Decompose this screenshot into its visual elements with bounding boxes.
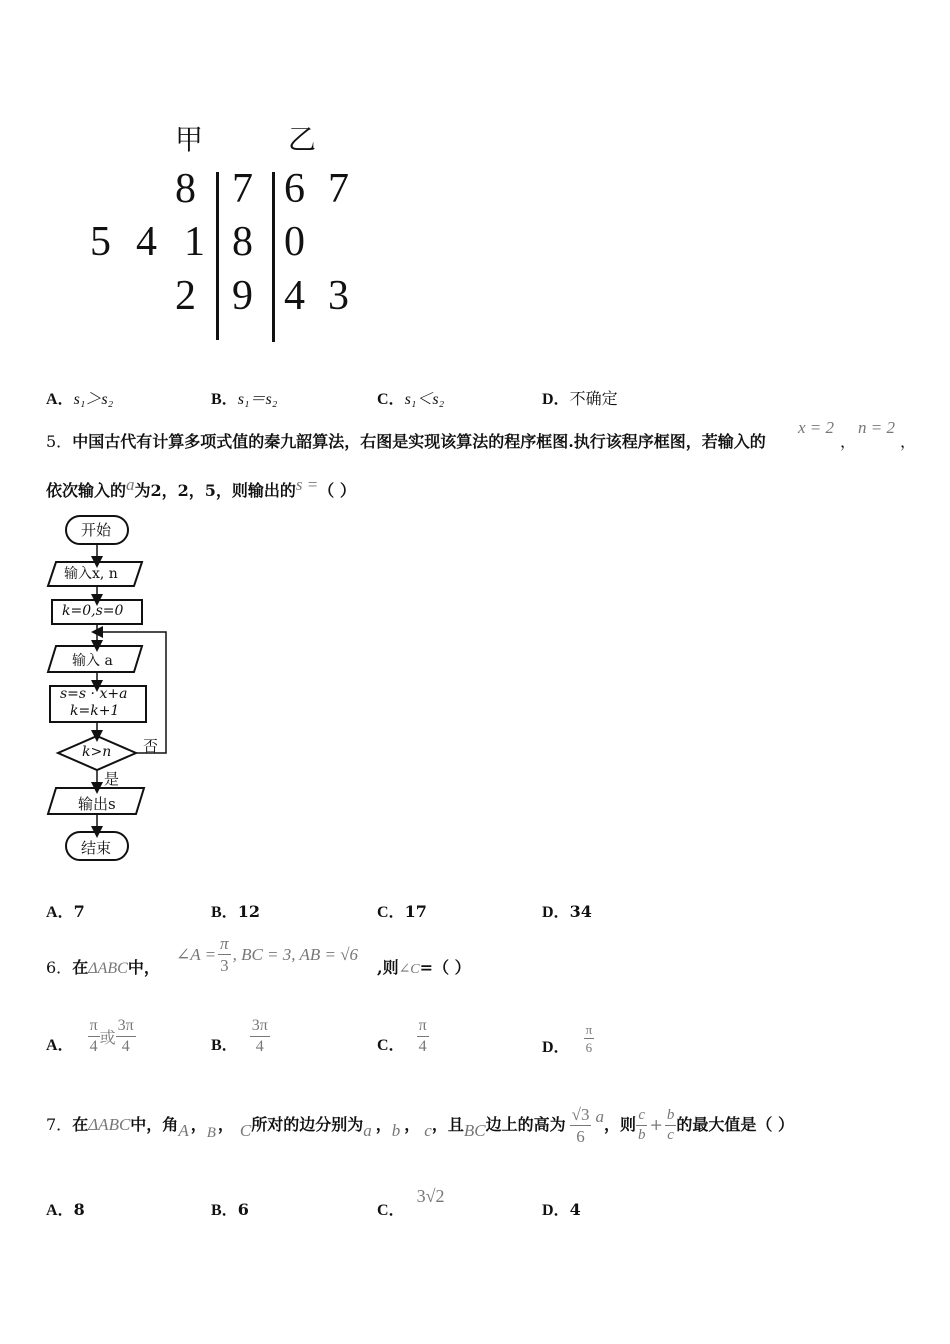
leaf: 4 [136,219,157,265]
q5-option-b: B．12 [211,902,260,921]
q7-c-over-b: $\frac{c}{b}$ [637,1106,646,1143]
left-header: 甲 [175,123,204,156]
q5-end-comma: ， [900,432,917,451]
flow-init-label: k=0,s=0 [62,603,124,619]
q5-comma: ， [840,432,857,451]
flow-end-label: 结束 [81,839,112,857]
q5-option-c: C．17 [377,902,427,921]
q7-b-over-c: $\frac{b}{c}$ [666,1106,675,1143]
q5-option-a: A．7 [46,902,85,921]
flow-input-xn-label: 输入x, n [64,566,118,582]
fraction: $\frac{3\pi}{4}$ [117,1017,134,1055]
q6-option-d: D． $\frac{\pi}{6}$ [542,1022,593,1056]
q6-option-b: B． $\frac{3\pi}{4}$ [211,1017,268,1055]
q5-n-eq: n = 2 [858,418,895,437]
q7-option-b: B．6 [211,1200,249,1219]
stem: 7 [232,166,253,212]
q5-line1: 5．中国古代有计算多项式值的秦九韶算法，右图是实现该算法的程序框图.执行该程序框图，若输入的 [46,432,766,451]
flow-condition-label: k>n [82,744,112,760]
q5-line2: 依次输入的a为2，2，5，则输出的s =（ ） [46,475,356,500]
flow-start-label: 开始 [81,521,112,539]
q4-option-d: D．不确定 [542,389,618,408]
right-header: 乙 [288,123,317,156]
leaf: 2 [175,273,196,319]
fraction: $\frac{\pi}{4}$ [418,1017,427,1055]
q6-ask: ,则∠C=（ ） [377,958,471,977]
stem: 9 [232,273,253,319]
q5-option-d: D．34 [542,902,592,921]
leaf: 3 [328,273,349,319]
stem: 8 [232,219,253,265]
q4-option-b: B．s₁＝s₂ [211,391,278,408]
leaf: 1 [184,219,205,265]
flow-calc-label-1: s=s · x+a [60,686,128,702]
leaf: 7 [328,166,349,212]
leaf: 6 [284,166,305,212]
fraction: $\frac{\pi}{6}$ [585,1022,593,1055]
q6-pi-over-3: $\frac{\pi}{3}$ [220,934,229,975]
stem-divider-left [216,172,219,340]
leaf: 5 [90,219,111,265]
q7-option-c: C． 3√2 [377,1186,445,1219]
stem-divider-right [272,172,275,342]
q7-option-d: D．4 [542,1200,581,1219]
flow-yes-label: 是 [104,770,120,788]
fraction: $\frac{3\pi}{4}$ [251,1017,268,1055]
q7-height-fraction: $\frac{√3}{6}$ [571,1104,590,1146]
flow-input-a-label: 输入 a [72,653,113,669]
fraction: $\frac{\pi}{4}$ [89,1017,98,1055]
q6-stem: 6．在ΔABC中， [46,958,160,977]
q7-option-a: A．8 [46,1200,85,1219]
leaf: 8 [175,166,196,212]
q6-condition: ∠A = $\frac{\pi}{3}$ , BC = 3, AB = √6 [176,934,359,975]
flow-no-label: 否 [143,737,159,755]
q6-option-a: A． $\frac{\pi}{4}$ 或 $\frac{3\pi}{4}$ [46,1017,134,1055]
q7-stem: 7． 在 ΔABC 中，角 A ， B ， C 所对的边分别为 a ， b ， c ，且 BC 边上的高为 $\frac{√3}{6}$ a ，则 $\frac{c}{b}$ + $\frac{b}{c}$ 的最大值是（ ） [46,1104,794,1146]
q4-option-c: C．s₁＜s₂ [377,391,445,408]
flow-calc-label-2: k=k+1 [70,703,120,719]
q6-option-c: C． $\frac{\pi}{4}$ [377,1017,427,1055]
leaf: 4 [284,273,305,319]
q5-x-eq: x = 2 [798,418,835,437]
leaf: 0 [284,219,305,265]
flow-output-label: 输出s [78,795,116,813]
q4-option-a: A．s₁＞s₂ [46,391,114,408]
